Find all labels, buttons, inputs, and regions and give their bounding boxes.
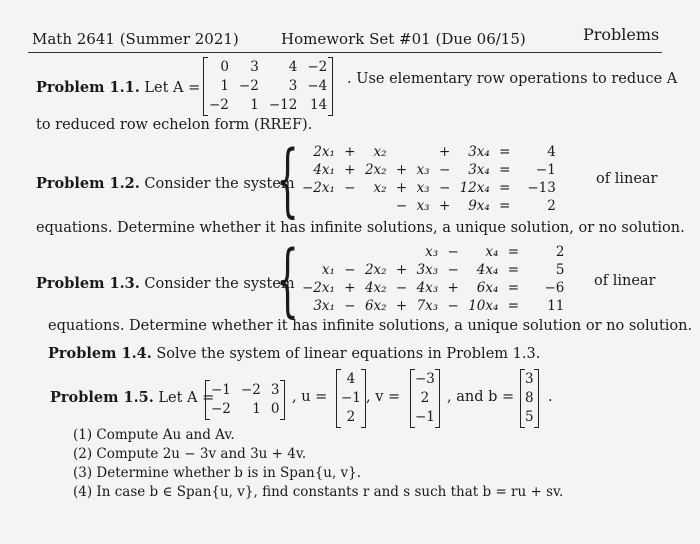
vector-cell: −1 bbox=[341, 390, 361, 406]
p15-lead: Let A = bbox=[158, 390, 215, 406]
vector-v-table bbox=[411, 370, 439, 427]
eq-term: x₂ bbox=[373, 144, 387, 160]
p15-b-label: , and b = bbox=[447, 389, 515, 405]
eq-term: 7x₃ bbox=[416, 298, 439, 314]
matrix-cell: −2 bbox=[238, 78, 259, 94]
eq-rhs: 11 bbox=[547, 298, 565, 314]
matrix-cell: 3 bbox=[270, 382, 280, 398]
matrix-cell: 3 bbox=[288, 78, 298, 94]
eq-op: = bbox=[507, 262, 520, 278]
p15-intro bbox=[50, 389, 214, 406]
header-divider bbox=[28, 52, 662, 53]
matrix-cell: 3 bbox=[250, 59, 259, 75]
matrix-cell: 14 bbox=[310, 97, 328, 113]
eq-op: = bbox=[499, 162, 511, 178]
eq-term bbox=[415, 143, 432, 161]
p14-statement bbox=[48, 345, 540, 362]
p15-u-label: , u = bbox=[292, 389, 328, 405]
eq-term: 3x₃ bbox=[416, 262, 439, 278]
eq-term: 6x₂ bbox=[364, 298, 387, 314]
eq-op: = bbox=[507, 280, 520, 296]
p13-tail: equations. Determine whether it has infinite solutions, a unique solution or no solution. bbox=[48, 318, 693, 334]
p11-tail2: to reduced row echelon form (RREF). bbox=[36, 117, 313, 133]
p15-label: Problem 1.5. bbox=[50, 389, 154, 406]
eq-op: + bbox=[395, 298, 408, 314]
vector-cell: −3 bbox=[415, 371, 435, 387]
eq-op: = bbox=[507, 298, 520, 314]
p15-item-2: (2) Compute 2u − 3v and 3u + 4v. bbox=[73, 446, 307, 462]
eq-op: − bbox=[438, 162, 451, 178]
p13-left-brace: { bbox=[276, 233, 299, 326]
matrix-cell: −2 bbox=[307, 59, 328, 75]
eq-term: −2x₁ bbox=[302, 180, 335, 196]
p11-lead: Let A = bbox=[144, 80, 201, 96]
course-title: Math 2641 (Summer 2021) bbox=[32, 30, 239, 48]
p15-item-4: (4) In case b ∈ Span{u, v}, find constants r and s such that b = ru + sv. bbox=[73, 484, 564, 500]
vector-b-table bbox=[521, 370, 538, 427]
p14-text: Solve the system of linear equations in Problem 1.3. bbox=[156, 346, 541, 362]
matrix-cell: 0 bbox=[220, 59, 229, 75]
matrix-cell: −2 bbox=[240, 382, 261, 398]
p12-system-table bbox=[300, 143, 558, 215]
eq-rhs: 2 bbox=[547, 198, 556, 214]
eq-term: 3x₁ bbox=[313, 298, 335, 314]
matrix-cell: 1 bbox=[220, 78, 229, 94]
matrix-cell: −1 bbox=[211, 382, 231, 398]
eq-op bbox=[337, 243, 363, 261]
eq-term: −2x₁ bbox=[302, 280, 335, 296]
p15-end: . bbox=[548, 389, 553, 405]
eq-op bbox=[389, 243, 415, 261]
vector-cell: 8 bbox=[525, 390, 534, 406]
eq-op: − bbox=[344, 262, 356, 278]
eq-op: − bbox=[447, 262, 459, 278]
eq-term bbox=[363, 243, 389, 261]
eq-term bbox=[300, 243, 337, 261]
vector-cell: 2 bbox=[346, 409, 356, 425]
matrix-cell: −2 bbox=[209, 97, 229, 113]
homework-title: Homework Set #01 (Due 06/15) bbox=[281, 30, 526, 48]
eq-op: − bbox=[447, 298, 459, 314]
p15-matrix-a bbox=[205, 381, 285, 419]
eq-term: 4x₂ bbox=[364, 280, 387, 296]
section-title: Problems bbox=[583, 25, 660, 44]
p13-after: of linear bbox=[594, 273, 656, 289]
eq-op: + bbox=[344, 280, 356, 296]
eq-op: − bbox=[344, 298, 356, 314]
eq-op: + bbox=[395, 180, 408, 196]
eq-op: + bbox=[438, 198, 451, 214]
eq-op: − bbox=[447, 244, 459, 260]
eq-rhs: −6 bbox=[544, 280, 565, 296]
eq-term: 2x₁ bbox=[313, 144, 335, 160]
p14-label: Problem 1.4. bbox=[48, 345, 152, 362]
p11-matrix-a bbox=[203, 58, 333, 115]
eq-op: − bbox=[395, 280, 408, 296]
eq-term: 2x₂ bbox=[364, 262, 387, 278]
matrix-cell: 0 bbox=[270, 401, 280, 417]
eq-term: x₃ bbox=[416, 162, 430, 178]
eq-term: 4x₄ bbox=[476, 262, 499, 278]
vector-cell: −1 bbox=[415, 409, 435, 425]
p15-matrix-table bbox=[206, 381, 284, 419]
p15-v-label: , v = bbox=[366, 389, 401, 405]
eq-term: x₄ bbox=[485, 244, 499, 260]
p13-system-table bbox=[300, 243, 566, 315]
p11-tail: . Use elementary row operations to reduce A bbox=[347, 71, 678, 87]
p13-lead: Consider the system bbox=[144, 276, 295, 292]
p12-after: of linear bbox=[596, 171, 658, 187]
p12-left-brace: { bbox=[276, 133, 299, 226]
matrix-cell: 1 bbox=[252, 401, 261, 417]
eq-op: = bbox=[507, 244, 520, 260]
eq-term: 2x₂ bbox=[364, 162, 387, 178]
p12-tail: equations. Determine whether it has infinite solutions, a unique solution, or no solution. bbox=[36, 220, 685, 236]
eq-term: 4x₃ bbox=[416, 280, 439, 296]
vector-cell: 3 bbox=[525, 371, 534, 387]
p13-system bbox=[300, 243, 566, 315]
eq-term: 4x₁ bbox=[313, 162, 335, 178]
p11-label: Problem 1.1. bbox=[36, 79, 140, 96]
eq-term: x₁ bbox=[321, 262, 335, 278]
eq-term bbox=[363, 197, 389, 215]
eq-term: 6x₄ bbox=[476, 280, 499, 296]
p12-intro bbox=[36, 175, 295, 192]
eq-op: + bbox=[344, 162, 356, 178]
p11-matrix-table bbox=[204, 58, 332, 115]
eq-rhs: 5 bbox=[555, 262, 565, 278]
eq-op: + bbox=[438, 144, 451, 160]
eq-term: 12x₄ bbox=[459, 180, 490, 196]
eq-term: 9x₄ bbox=[468, 198, 490, 214]
matrix-cell: 4 bbox=[288, 59, 298, 75]
eq-op bbox=[337, 197, 363, 215]
eq-term bbox=[300, 197, 337, 215]
eq-op: − bbox=[344, 180, 356, 196]
eq-op bbox=[389, 143, 415, 161]
eq-term: x₃ bbox=[425, 244, 439, 260]
eq-op: + bbox=[395, 162, 408, 178]
eq-op: − bbox=[438, 180, 451, 196]
eq-rhs: 2 bbox=[555, 244, 565, 260]
vector-u bbox=[336, 370, 366, 427]
eq-op: = bbox=[499, 180, 511, 196]
vector-cell: 4 bbox=[346, 371, 356, 387]
eq-rhs: −1 bbox=[535, 162, 556, 178]
matrix-cell: −4 bbox=[307, 78, 328, 94]
eq-op: + bbox=[395, 262, 408, 278]
p15-item-3: (3) Determine whether b is in Span{u, v}. bbox=[73, 465, 362, 481]
p13-label: Problem 1.3. bbox=[36, 275, 140, 292]
eq-rhs: 4 bbox=[547, 144, 556, 160]
eq-term: x₂ bbox=[373, 180, 387, 196]
eq-op: + bbox=[447, 280, 459, 296]
eq-op: + bbox=[344, 144, 356, 160]
eq-term: x₃ bbox=[416, 180, 430, 196]
vector-b bbox=[520, 370, 539, 427]
p12-lead: Consider the system bbox=[144, 176, 295, 192]
matrix-cell: −2 bbox=[211, 401, 231, 417]
eq-rhs: −13 bbox=[527, 180, 556, 196]
p15-item-1: (1) Compute Au and Av. bbox=[73, 427, 235, 443]
eq-term: 3x₄ bbox=[468, 144, 490, 160]
p13-intro bbox=[36, 275, 295, 292]
vector-cell: 2 bbox=[420, 390, 430, 406]
eq-term: x₃ bbox=[416, 198, 430, 214]
eq-term: 3x₄ bbox=[468, 162, 490, 178]
vector-cell: 5 bbox=[525, 409, 534, 425]
p12-system bbox=[300, 143, 558, 215]
eq-op: = bbox=[499, 198, 511, 214]
matrix-cell: 1 bbox=[250, 97, 259, 113]
p11-intro bbox=[36, 79, 200, 96]
eq-op: = bbox=[499, 144, 511, 160]
vector-u-table bbox=[337, 370, 365, 427]
p12-label: Problem 1.2. bbox=[36, 175, 140, 192]
eq-term: 10x₄ bbox=[468, 298, 499, 314]
matrix-cell: −12 bbox=[268, 97, 298, 113]
eq-op: − bbox=[395, 198, 408, 214]
vector-v bbox=[410, 370, 440, 427]
